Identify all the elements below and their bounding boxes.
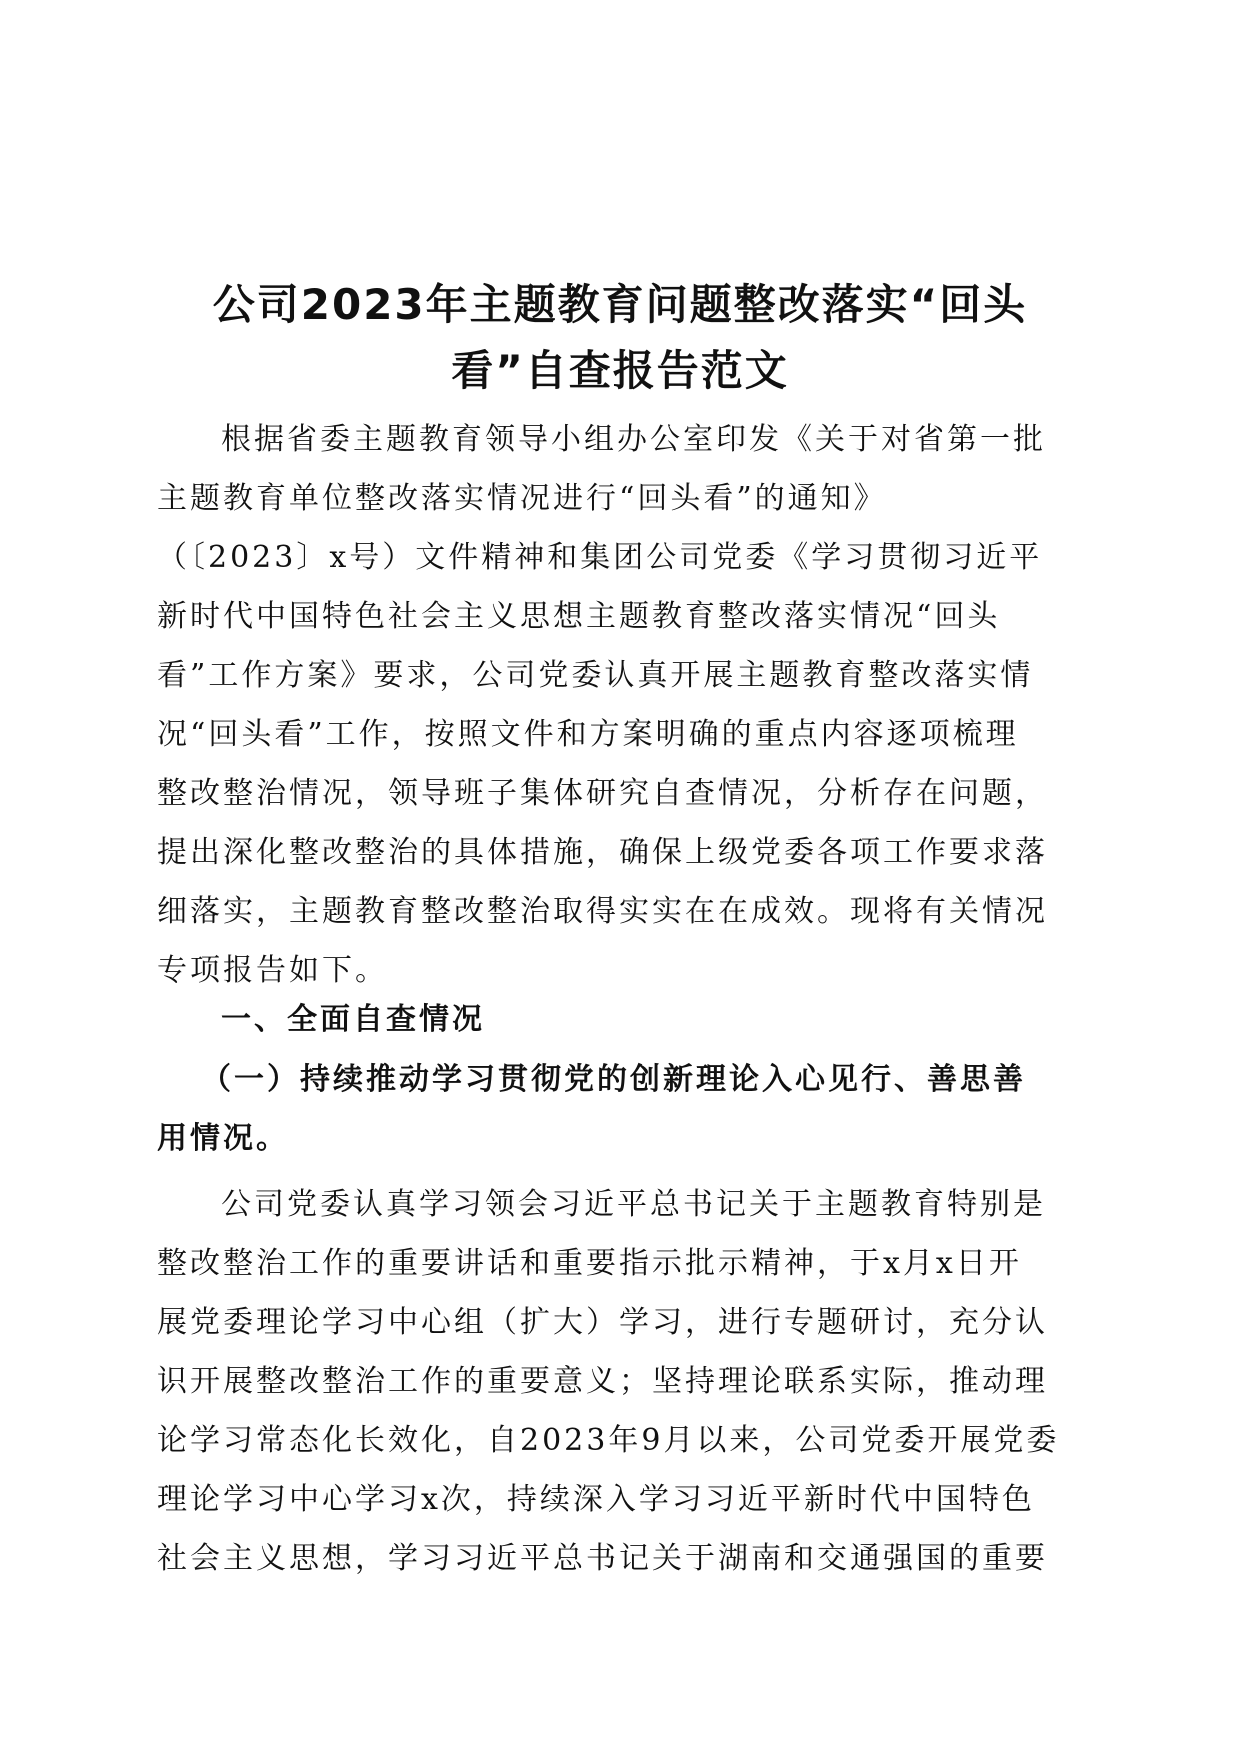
paragraph-line: 整改整治工作的重要讲话和重要指示批示精神，于x月x日开 [157,1246,1022,1281]
section-heading: 一、全面自查情况 [221,1002,485,1037]
paragraph-line: 展党委理论学习中心组（扩大）学习，进行专题研讨，充分认 [157,1305,1048,1340]
paragraph-line: 理论学习中心学习x次，持续深入学习习近平新时代中国特色 [157,1482,1035,1517]
title-line-1: 公司2023年主题教育问题整改落实“回头 [212,280,1028,330]
paragraph-line: 根据省委主题教育领导小组办公室印发《关于对省第一批 [221,422,1046,457]
paragraph-line: 看”工作方案》要求，公司党委认真开展主题教育整改落实情 [157,658,1034,693]
paragraph-line: 整改整治情况，领导班子集体研究自查情况，分析存在问题， [157,776,1048,811]
paragraph-line: 识开展整改整治工作的重要意义；坚持理论联系实际，推动理 [157,1364,1048,1399]
paragraph-line: 新时代中国特色社会主义思想主题教育整改落实情况“回头 [157,599,1001,634]
title-line-2: 看”自查报告范文 [451,346,789,396]
intro-paragraph [157,410,1057,1000]
paragraph-line: 公司党委认真学习领会习近平总书记关于主题教育特别是 [221,1187,1046,1222]
paragraph-line: 论学习常态化长效化，自2023年9月以来，公司党委开展党委 [157,1423,1060,1458]
paragraph-line: 专项报告如下。 [157,953,388,988]
subsection-heading-line-2: 用情况。 [157,1121,289,1156]
paragraph-line: 社会主义思想，学习习近平总书记关于湖南和交通强国的重要 [157,1541,1048,1576]
subsection-heading [157,1050,1057,1168]
paragraph-line: 况“回头看”工作，按照文件和方案明确的重点内容逐项梳理 [157,717,1019,752]
body-paragraph [157,1175,1060,1588]
document-title [160,272,1080,404]
paragraph-line: 主题教育单位整改落实情况进行“回头看”的通知》 [157,481,887,516]
paragraph-line: 提出深化整改整治的具体措施，确保上级党委各项工作要求落 [157,835,1048,870]
subsection-heading-line-1: （一）持续推动学习贯彻党的创新理论入心见行、善思善 [201,1062,1026,1097]
paragraph-line: （〔2023〕x号）文件精神和集团公司党委《学习贯彻习近平 [157,540,1043,575]
paragraph-line: 细落实，主题教育整改整治取得实实在在成效。现将有关情况 [157,894,1048,929]
